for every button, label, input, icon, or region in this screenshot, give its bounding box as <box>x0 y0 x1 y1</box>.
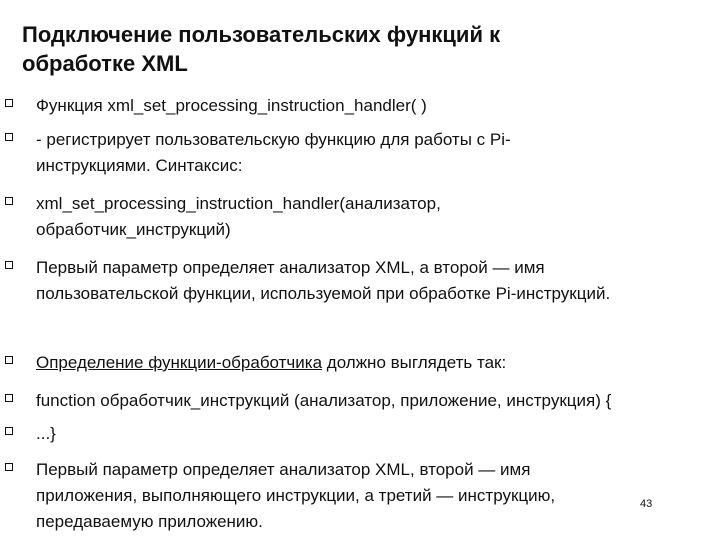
slide-title-line-1: Подключение пользовательских функций к <box>22 22 501 47</box>
bullet-line: ...} <box>36 424 56 443</box>
bullet-line: Первый параметр определяет анализатор XML, второй — имя <box>36 460 531 479</box>
bullet-line: инструкциями. Синтаксис: <box>36 156 243 175</box>
bullet-line: Первый параметр определяет анализатор XML, а второй — имя <box>36 258 545 277</box>
square-bullet-icon <box>5 261 13 269</box>
underlined-phrase: Определение функции-обработчика <box>36 353 323 372</box>
bullet-rest: должно выглядеть так: <box>322 353 507 372</box>
bullet-line: - регистрирует пользовательскую функцию для работы с Pi- <box>36 130 511 149</box>
bullet-prefix: Функция <box>36 96 108 115</box>
bullet-text <box>36 457 720 535</box>
bullet-text <box>36 255 720 307</box>
bullet-text <box>36 93 720 119</box>
square-bullet-icon <box>5 99 13 107</box>
bullet-line: обработчик_инструкций) <box>36 220 231 239</box>
square-bullet-icon <box>5 197 13 205</box>
square-bullet-icon <box>5 394 13 402</box>
square-bullet-icon <box>5 356 13 364</box>
bullet-line: function обработчик_инструкций (анализатор, приложение, инструкция) { <box>36 391 612 410</box>
bullet-line: xml_set_processing_instruction_handler(анализатор, <box>36 194 441 213</box>
bullet-text <box>36 191 720 243</box>
page-number: 43 <box>640 498 653 510</box>
square-bullet-icon <box>5 133 13 141</box>
bullet-text <box>36 127 720 179</box>
slide-title-line-2: обработке XML <box>22 51 188 76</box>
bullet-line: приложения, выполняющего инструкции, а третий — инструкцию, <box>36 486 556 505</box>
square-bullet-icon <box>5 427 13 435</box>
bullet-text <box>36 350 720 376</box>
bullet-line: передаваемую приложению. <box>36 512 263 531</box>
bullet-line: пользовательской функции, используемой при обработке Pi-инструкций. <box>36 284 611 303</box>
function-name: xml_set_processing_instruction_handler( ) <box>107 96 427 115</box>
square-bullet-icon <box>5 463 13 471</box>
bullet-text <box>36 388 720 414</box>
bullet-text <box>36 421 720 447</box>
